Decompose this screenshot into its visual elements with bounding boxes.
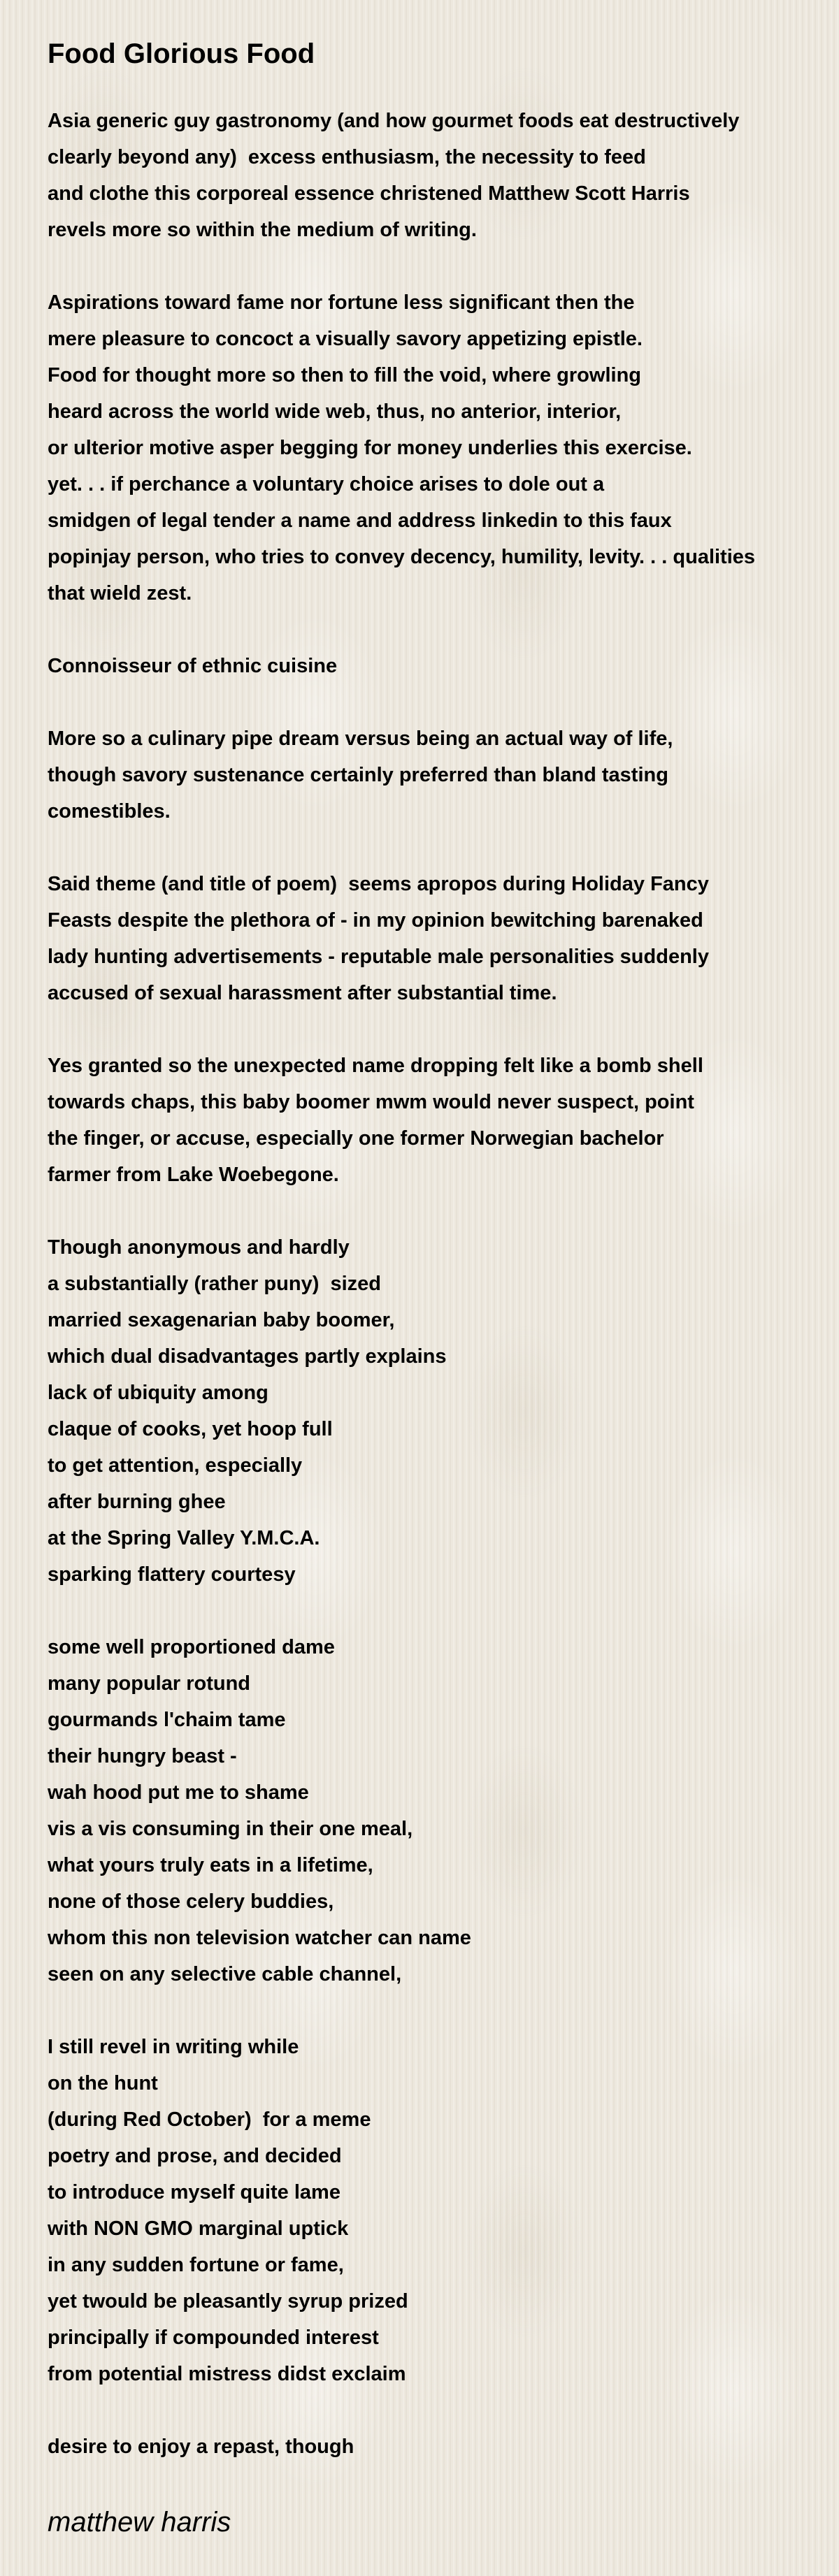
poem-line: on the hunt	[48, 2072, 158, 2094]
poem-line: Said theme (and title of poem) seems apropos during Holiday Fancy	[48, 873, 709, 895]
poem-line: revels more so within the medium of writing.	[48, 219, 477, 241]
poem-title: Food Glorious Food	[48, 38, 315, 69]
poem-line: though savory sustenance certainly preferred than bland tasting	[48, 764, 668, 786]
poem-line: mere pleasure to concoct a visually savory appetizing epistle.	[48, 328, 643, 350]
poem-line: many popular rotund	[48, 1672, 250, 1695]
poem-line: what yours truly eats in a lifetime,	[48, 1854, 373, 1876]
poem-line: Yes granted so the unexpected name dropping felt like a bomb shell	[48, 1055, 703, 1077]
poem-line: some well proportioned dame	[48, 1636, 335, 1658]
poem-line: poetry and prose, and decided	[48, 2145, 342, 2167]
poem-line: sparking flattery courtesy	[48, 1563, 296, 1586]
poem-line: to get attention, especially	[48, 1454, 303, 1477]
poem-line: popinjay person, who tries to convey decency, humility, levity. . . qualities	[48, 546, 756, 568]
stanza-break	[48, 1992, 839, 2029]
stanza-break	[48, 612, 839, 648]
poem-line: at the Spring Valley Y.M.C.A.	[48, 1527, 320, 1549]
poem-line: yet twould be pleasantly syrup prized	[48, 2290, 408, 2313]
poem-author: matthew harris	[48, 2507, 231, 2538]
poem-line: accused of sexual harassment after substantial time.	[48, 982, 557, 1004]
poem-line: comestibles.	[48, 800, 171, 823]
poem-line: vis a vis consuming in their one meal,	[48, 1818, 413, 1840]
poem-line: smidgen of legal tender a name and address linkedin to this faux	[48, 509, 672, 532]
poem-line: Food for thought more so then to fill the void, where growling	[48, 364, 642, 386]
poem-line: to introduce myself quite lame	[48, 2181, 340, 2204]
poem-line: or ulterior motive asper begging for money underlies this exercise.	[48, 437, 692, 459]
poem-line: desire to enjoy a repast, though	[48, 2436, 354, 2458]
stanza-break	[48, 1011, 839, 1048]
stanza-break	[48, 830, 839, 866]
poem-line: wah hood put me to shame	[48, 1781, 309, 1804]
poem-line: lady hunting advertisements - reputable male personalities suddenly	[48, 946, 709, 968]
poem-line: married sexagenarian baby boomer,	[48, 1309, 395, 1331]
poem-line: the finger, or accuse, especially one former Norwegian bachelor	[48, 1127, 664, 1150]
stanza-break	[48, 1193, 839, 1229]
poem-line: seen on any selective cable channel,	[48, 1963, 402, 1985]
poem-line: in any sudden fortune or fame,	[48, 2254, 344, 2276]
poem-line: Asia generic guy gastronomy (and how gourmet foods eat destructively	[48, 110, 740, 132]
poem-line: farmer from Lake Woebegone.	[48, 1164, 339, 1186]
poem-line: with NON GMO marginal uptick	[48, 2217, 349, 2240]
poem-line: whom this non television watcher can name	[48, 1927, 471, 1949]
poem-line: Though anonymous and hardly	[48, 1236, 350, 1259]
poem-line: Aspirations toward fame nor fortune less significant then the	[48, 291, 635, 314]
poem-line: yet. . . if perchance a voluntary choice arises to dole out a	[48, 473, 605, 495]
stanza-break	[48, 248, 839, 284]
poem-line: gourmands l'chaim tame	[48, 1709, 286, 1731]
poem-line: that wield zest.	[48, 582, 192, 605]
poem-line: from potential mistress didst exclaim	[48, 2363, 406, 2385]
poem-line: their hungry beast -	[48, 1745, 237, 1767]
poem-line: a substantially (rather puny) sized	[48, 1273, 381, 1295]
poem-line: I still revel in writing while	[48, 2036, 299, 2058]
poem-line: Connoisseur of ethnic cuisine	[48, 655, 338, 677]
poem-line: Feasts despite the plethora of - in my opinion bewitching barenaked	[48, 909, 703, 932]
poem-line: (during Red October) for a meme	[48, 2108, 371, 2131]
poem-line: none of those celery buddies,	[48, 1890, 334, 1913]
poem-body	[48, 103, 839, 2465]
poem-line: towards chaps, this baby boomer mwm would never suspect, point	[48, 1091, 694, 1113]
poem-line: clearly beyond any) excess enthusiasm, the necessity to feed	[48, 146, 646, 168]
poem-line: claque of cooks, yet hoop full	[48, 1418, 333, 1440]
poem-line: and clothe this corporeal essence christened Matthew Scott Harris	[48, 182, 690, 205]
poem-line: after burning ghee	[48, 1491, 226, 1513]
poem-line: More so a culinary pipe dream versus being an actual way of life,	[48, 728, 673, 750]
stanza-break	[48, 684, 839, 721]
stanza-break	[48, 2392, 839, 2429]
poem-page	[48, 0, 839, 2576]
poem-line: heard across the world wide web, thus, no anterior, interior,	[48, 400, 622, 423]
poem-line: which dual disadvantages partly explains	[48, 1345, 447, 1368]
stanza-break	[48, 1593, 839, 1629]
poem-line: principally if compounded interest	[48, 2327, 379, 2349]
poem-line: lack of ubiquity among	[48, 1382, 268, 1404]
